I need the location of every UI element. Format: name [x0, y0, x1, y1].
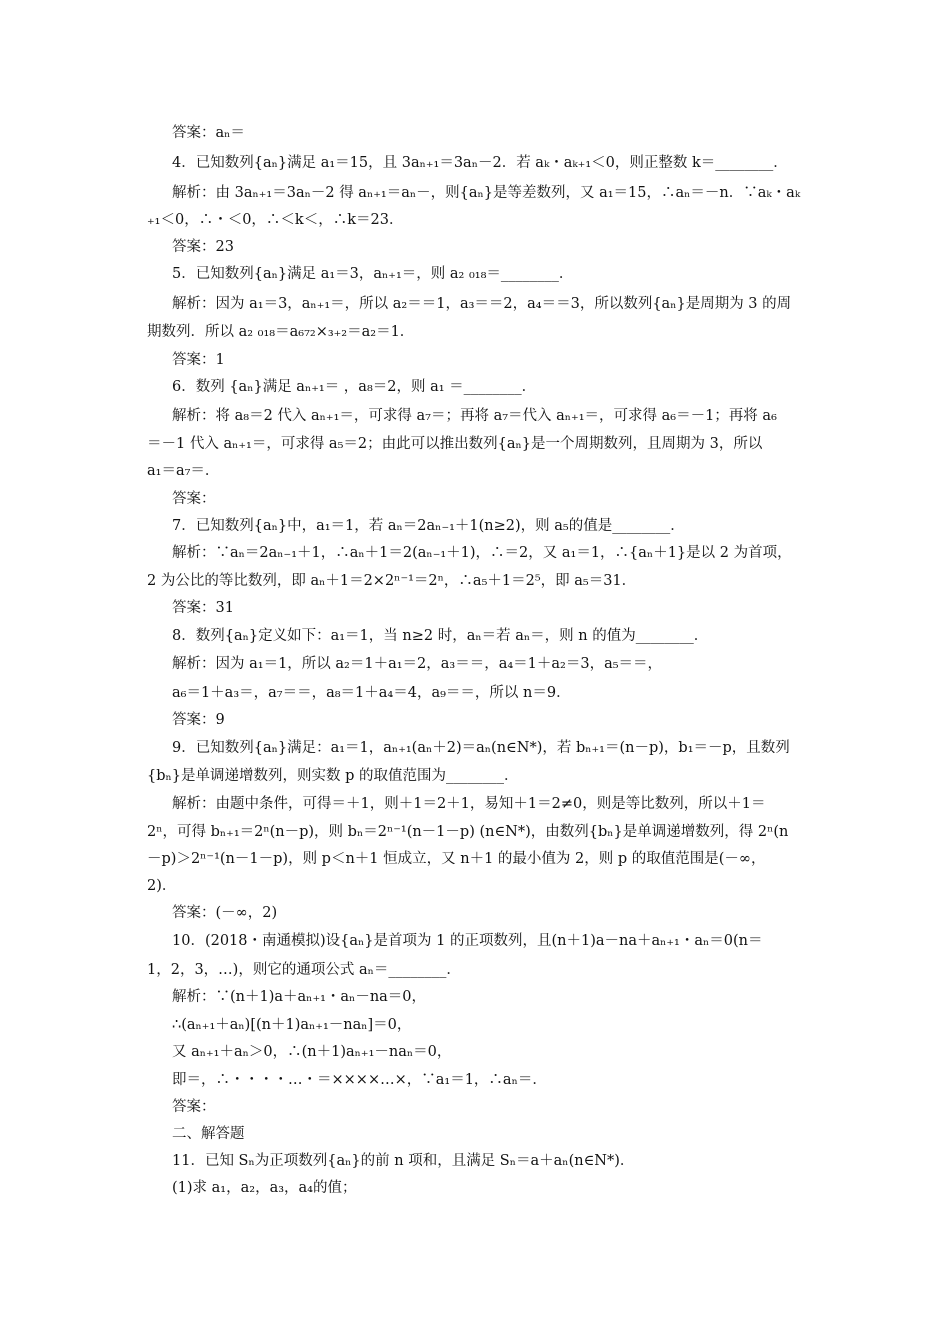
answer-4: 答案：23 — [172, 239, 234, 255]
section-heading: 二、解答题 — [172, 1126, 245, 1142]
solution-9-line-2: 2ⁿ，可得 bₙ₊₁＝2ⁿ(n－p)，则 bₙ＝2ⁿ⁻¹(n－1－p) (n∈N*)，由数列{bₙ}是单调递增数列，得 2ⁿ(n — [147, 824, 789, 840]
answer-10: 答案： — [172, 1099, 216, 1115]
solution-8-line-1: 解析：因为 a₁＝1，所以 a₂＝1＋a₁＝2，a₃＝＝，a₄＝1＋a₂＝3，a₅＝＝， — [172, 656, 663, 672]
solution-9-line-1: 解析：由题中条件，可得＝＋1，则＋1＝2＋1，易知＋1＝2≠0，则是等比数列，所以＋1＝ — [172, 796, 766, 812]
answer-5: 答案：1 — [172, 352, 225, 368]
problem-4: 4．已知数列{aₙ}满足 a₁＝15，且 3aₙ₊₁＝3aₙ－2．若 aₖ・aₖ₊₁＜0，则正整数 k＝________． — [172, 155, 788, 171]
answer-6: 答案： — [172, 491, 216, 507]
solution-7-line-2: 2 为公比的等比数列，即 aₙ＋1＝2×2ⁿ⁻¹＝2ⁿ，∴a₅＋1＝2⁵，即 a₅＝31． — [147, 573, 637, 589]
solution-6-line-3: a₁＝a₇＝． — [147, 463, 220, 479]
solution-10-line-3: 又 aₙ₊₁＋aₙ＞0，∴(n＋1)aₙ₊₁－naₙ＝0， — [172, 1044, 452, 1060]
solution-6-line-2: ＝－1 代入 aₙ₊₁＝，可求得 a₅＝2；由此可以推出数列{aₙ}是一个周期数列，且周期为 3，所以 — [147, 436, 763, 452]
problem-6: 6．数列 {aₙ}满足 aₙ₊₁＝ ，a₈＝2，则 a₁ ＝________． — [172, 379, 537, 395]
solution-6-line-1: 解析：将 a₈＝2 代入 aₙ₊₁＝，可求得 a₇＝；再将 a₇＝代入 aₙ₊₁＝，可求得 a₆＝－1；再将 a₆ — [172, 408, 777, 424]
answer-9: 答案：(－∞，2) — [172, 905, 278, 921]
answer-7: 答案：31 — [172, 600, 234, 616]
solution-7-line-1: 解析：∵aₙ＝2aₙ₋₁＋1，∴aₙ＋1＝2(aₙ₋₁＋1)，∴＝2，又 a₁＝1，∴{aₙ＋1}是以 2 为首项， — [172, 545, 792, 561]
solution-10-line-4: 即＝，∴・・・・…・＝××××…×，∵a₁＝1，∴aₙ＝． — [172, 1072, 547, 1088]
solution-10-line-2: ∴(aₙ₊₁＋aₙ)[(n＋1)aₙ₊₁－naₙ]＝0， — [172, 1017, 412, 1033]
solution-8-line-2: a₆＝1＋a₃＝，a₇＝＝，a₈＝1＋a₄＝4，a₉＝＝，所以 n＝9． — [172, 685, 571, 701]
problem-9-line-2: {bₙ}是单调递增数列，则实数 p 的取值范围为________． — [147, 768, 519, 784]
solution-4-line-1: 解析：由 3aₙ₊₁＝3aₙ－2 得 aₙ₊₁＝aₙ－，则{aₙ}是等差数列，又 a₁＝15，∴aₙ＝－n．∵aₖ・aₖ — [172, 185, 801, 201]
solution-9-line-3: －p)＞2ⁿ⁻¹(n－1－p)，则 p＜n＋1 恒成立，又 n＋1 的最小值为 2，则 p 的取值范围是(－∞， — [147, 851, 766, 867]
answer-line: 答案：aₙ＝ — [172, 125, 245, 141]
answer-8: 答案：9 — [172, 712, 225, 728]
solution-5-line-2: 期数列．所以 a₂ ₀₁₈＝a₆₇₂×₃₊₂＝a₂＝1． — [147, 324, 415, 340]
problem-7: 7．已知数列{aₙ}中，a₁＝1，若 aₙ＝2aₙ₋₁＋1(n≥2)，则 a₅的值是________． — [172, 518, 685, 534]
solution-9-line-4: 2)． — [147, 878, 177, 894]
problem-11-part-1: (1)求 a₁，a₂，a₃，a₄的值； — [172, 1180, 357, 1196]
solution-10-line-1: 解析：∵(n＋1)a＋aₙ₊₁・aₙ－na＝0， — [172, 989, 427, 1005]
problem-9-line-1: 9．已知数列{aₙ}满足：a₁＝1，aₙ₊₁(aₙ＋2)＝aₙ(n∈N*)，若 bₙ₊₁＝(n－p)，b₁＝－p，且数列 — [172, 740, 790, 756]
solution-4-line-2: ₊₁＜0，∴・＜0，∴＜k＜，∴k＝23． — [147, 212, 404, 228]
problem-10-line-2: 1，2，3，…)，则它的通项公式 aₙ＝________． — [147, 962, 461, 978]
problem-8: 8．数列{aₙ}定义如下：a₁＝1，当 n≥2 时，aₙ＝若 aₙ＝，则 n 的值为________． — [172, 628, 709, 644]
solution-5-line-1: 解析：因为 a₁＝3，aₙ₊₁＝，所以 a₂＝＝1，a₃＝＝2，a₄＝＝3，所以数列{aₙ}是周期为 3 的周 — [172, 296, 792, 312]
problem-11: 11．已知 Sₙ为正项数列{aₙ}的前 n 项和，且满足 Sₙ＝a＋aₙ(n∈N*)． — [172, 1153, 635, 1169]
problem-5: 5．已知数列{aₙ}满足 a₁＝3，aₙ₊₁＝，则 a₂ ₀₁₈＝________． — [172, 266, 574, 282]
problem-10-line-1: 10．(2018・南通模拟)设{aₙ}是首项为 1 的正项数列，且(n＋1)a－na＋aₙ₊₁・aₙ＝0(n＝ — [172, 933, 763, 949]
